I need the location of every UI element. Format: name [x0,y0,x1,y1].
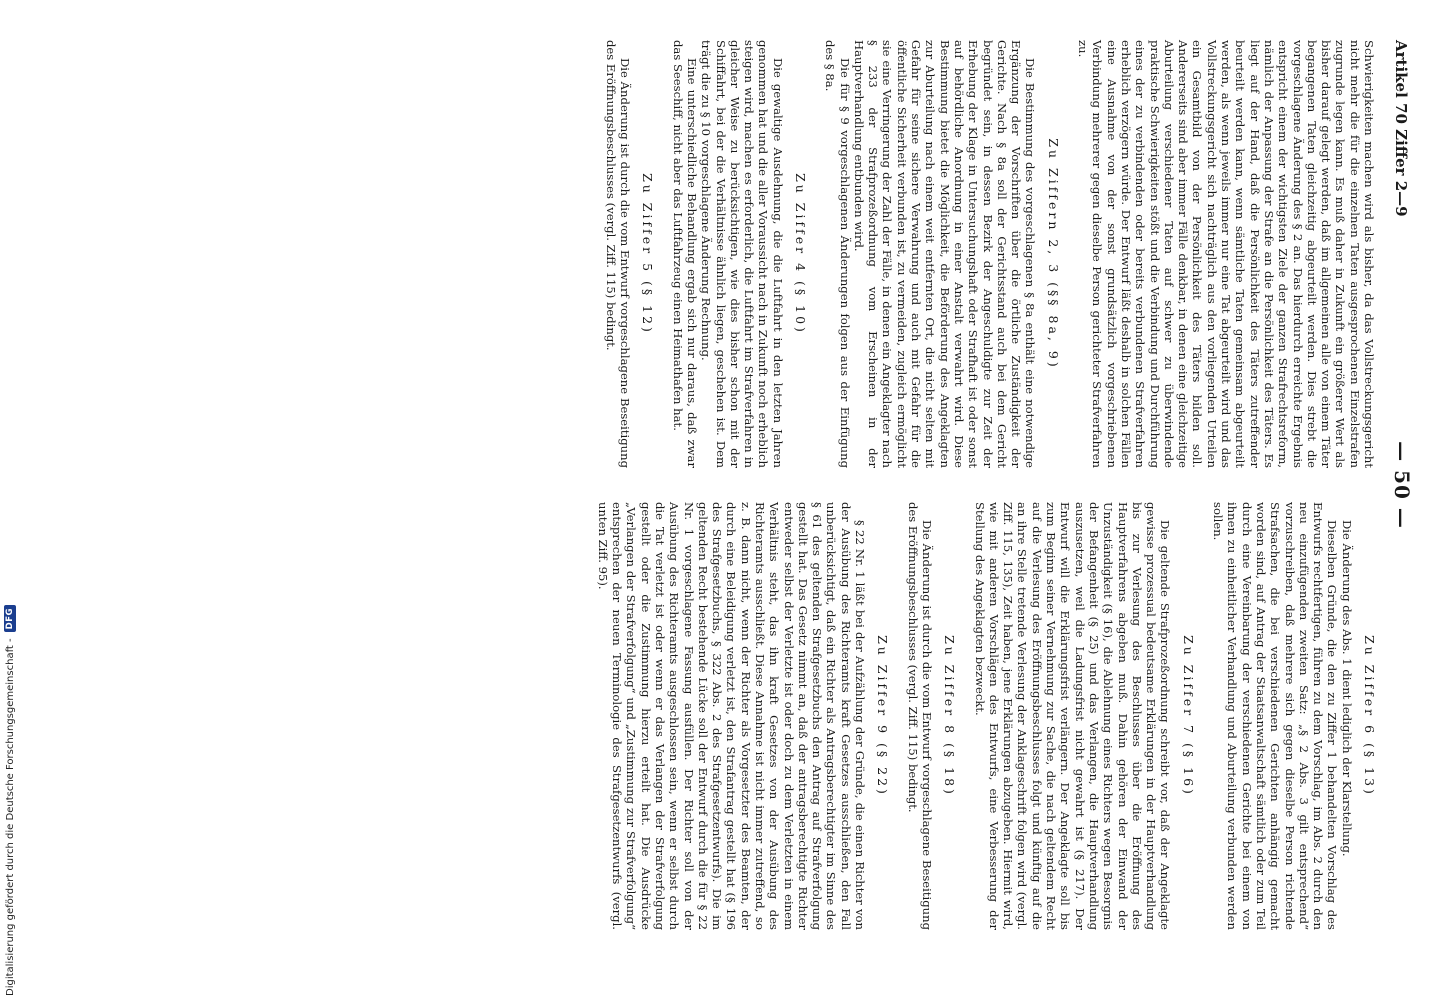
dfg-logo-icon: DFG [4,605,16,632]
paragraph: Die für § 9 vorgeschlagenen Änderungen folgen aus der Einfügung des § 8a. [823,40,852,468]
paragraph: Eine unterschiedliche Behandlung ergab sich nur daraus, daß zwar das Seeschiff, nicht aber das Luftfahrzeug einen Heimathafen hat. [670,40,699,468]
section-heading: Zu Ziffer 6 (§ 13) [1362,635,1377,797]
section-heading: Zu Ziffer 7 (§ 16) [1180,635,1196,797]
running-head-left: Artikel 70 Ziffer 2—9 [1392,40,1410,217]
paragraph: Die geltende Strafprozeßordnung schreibt vor, daß der Angeklagte gewisse prozessual bedeutsame Erklärungen in der Hauptverhandlung bis zur Verlesung des Beschlusses über die Eröffnung des Hauptverfahrens abgeben muß. Dahin gehören der Einwand der Unzuständigkeit (§ 16), die Ablehnung eines Richters wegen Besorgnis der Befangenheit (§ 25) und das Verlangen, die Hauptverhandlung auszusetzen, weil die Ladungsfrist nicht gewahrt ist (§ 217). Der Entwurf will die Erklärungsfrist verlängern. Der Angeklagte soll bis zum Beginn seiner Vernehmung zur Sache, die nach geltendem Recht auf die Verlesung des Eröffnungsbeschlusses folgt und künftig auf die an ihre Stelle tretende Verlesung der Anklageschrift folgen wird (vergl. Ziff. 115, 135), Zeit haben, jene Erklärungen abzugeben. Hiermit wird, wie mit anderen Vorschlägen des Entwurfs, eine Verbesserung der Stellung des Angeklagten bezweckt. [972,502,1173,930]
paragraph: § 22 Nr. 1 läßt bei der Aufzählung der Gründe, die einen Richter von der Ausübung des Richteramts kraft Gesetzes ausschließen, den Fall unberücksichtigt, daß ein Richter als Antragsberechtigter im Sinne des § 61 des geltenden Strafgesetzbuchs den Antrag auf Strafverfolgung gestellt hat. Das Gesetz nimmt an, daß der antragsberechtigte Richter entweder selbst der Verletzte ist oder doch zu dem Verletzten in einem Verhältnis steht, das ihn kraft Gesetzes von der Ausübung des Richteramts ausschließt. Diese Annahme ist nicht immer zutreffend, so z. B. dann nicht, wenn der Richter als Vorgesetzter des Beamten, der durch eine Beleidigung verletzt ist, den Strafantrag gestellt hat (§ 196 des Strafgesetzbuchs, § 322 Abs. 2 des Strafgesetzentwurfs). Die im geltenden Recht bestehende Lücke soll der Entwurf durch die für § 22 Nr. 1 vorgeschlagene Fassung ausfüllen. Der Richter soll von der Ausübung des Richteramts ausgeschlossen sein, wenn er selbst durch die Tat verletzt ist oder wenn er das Verlangen der Strafverfolgung gestellt oder die Zustimmung hierzu erteilt hat. Die Ausdrücke „Verlangen der Strafverfolgung“ und „Zustimmung zur Strafverfolgung“ entsprechen der neuen Terminologie des Strafgesetzentwurfs (vergl. unten Ziff. 95). [595,502,868,930]
section-heading: Zu Ziffer 9 (§ 22) [875,635,891,797]
paragraph: Die Änderung des Abs. 1 dient lediglich der Klarstellung. [1339,520,1354,857]
section-heading: Zu Ziffer 8 (§ 18) [942,635,958,797]
paragraph: Die Änderung ist durch die vom Entwurf vorgeschlagene Beseitigung des Eröffnungsbeschlusses (vergl. Ziff. 115) bedingt. [603,40,633,468]
left-column [595,40,1376,468]
paragraph: Die Bestimmung des vorgeschlagenen § 8a enthält eine notwendige Ergänzung der Vorschriften über die örtliche Zuständigkeit der Gerichte. Nach § 8a soll der Gerichtsstand auch bei dem Gericht begründet sein, in dessen Bezirk der Angeschuldigte zur Zeit der Erhebung der Klage in Untersuchungshaft oder Strafhaft ist oder sonst auf behördliche Anordnung in einer Anstalt verwahrt wird. Diese Bestimmung bietet die Möglichkeit, die Beförderung des Angeklagten zur Aburteilung nach einem weit entfernten Ort, die nicht selten mit Gefahr für seine sichere Verwahrung und auch mit Gefahr für die öffentliche Sicherheit verbunden ist, zu vermeiden, zugleich ermöglicht sie eine Verringerung der Zahl der Fälle, in denen ein Angeklagter nach § 233 der Strafprozeßordnung vom Erscheinen in der Hauptverhandlung entbunden wird. [851,40,1038,468]
page-number: — 50 — [1390,441,1414,529]
digitization-note [4,605,16,996]
paragraph: Dieselben Gründe, die den zu Ziffer 1 behandelten Vorschlag des Entwurfs rechtfertigen, führen zu dem Vorschlag, im Abs. 2 durch den neu einzufügenden zweiten Satz: „§ 2 Abs. 3 gilt entsprechend“ vorzuschreiben, daß mehrere sich gegen dieselbe Person richtende Strafsachen, die bei verschiedenen Gerichten anhängig gemacht worden sind, auf Antrag der Staatsanwaltschaft sämtlich oder zum Teil durch eine Vereinbarung der verschiedenen Gerichte bei einem von ihnen zu einheitlicher Verhandlung und Aburteilung verbunden werden sollen. [1211,502,1340,930]
digitization-note-text: Digitalisierung gefördert durch die Deutsche Forschungsgemeinschaft - [4,638,16,996]
running-head [1386,40,1416,930]
section-heading: Zu Ziffer 5 (§ 12) [640,173,656,335]
paragraph: Die Änderung ist durch die vom Entwurf vorgeschlagene Beseitigung des Eröffnungsbeschlusses (vergl. Ziff. 115) bedingt. [905,502,934,930]
right-column [595,502,1376,930]
text-columns [595,40,1376,930]
paragraph: Schwierigkeiten machen wird als bisher, da das Vollstreckungsgericht nicht mehr die für die einzelnen Taten ausgesprochenen Einzelstrafen zugrunde legen kann. Es muß daher in Zukunft ein größerer Wert als bisher darauf gelegt werden, daß im allgemeinen alle von einem Täter begangenen Taten gleichzeitig abgeurteilt werden. Dies strebt die vorgeschlagene Änderung des § 2 an. Das hierdurch erreichte Ergebnis entspricht einem der wichtigsten Ziele der ganzen Strafrechtsreform, nämlich der Anpassung der Strafe an die Persönlichkeit des Täters. Es liegt auf der Hand, daß die Persönlichkeit des Täters zutreffender beurteilt werden kann, wenn sämtliche Taten gemeinsam abgeurteilt werden, als wenn jeweils immer nur eine Tat abgeurteilt wird und das Vollstreckungsgericht sich nachträglich aus den vorliegenden Urteilen ein Gesamtbild von der Persönlichkeit des Täters bilden soll. Andererseits sind aber immer Fälle denkbar, in denen eine gleichzeitige Aburteilung verschiedener Taten auf schwer zu überwindende praktische Schwierigkeiten stößt und die Verbindung und Durchführung eines der zu verbindenden oder bereits verbundenen Strafverfahren erheblich verzögern würde. Der Entwurf läßt deshalb in solchen Fällen eine Ausnahme von der sonst grundsätzlich vorgeschriebenen Verbindung mehrerer gegen dieselbe Person gerichteter Strafverfahren zu. [1076,40,1376,468]
section-heading: Zu Ziffer 4 (§ 10) [793,173,809,335]
section-heading: Zu Ziffern 2, 3 (§§ 8a, 9) [1045,138,1061,370]
paragraph: Die gewaltige Ausdehnung, die die Luftfahrt in den letzten Jahren genommen hat und die aller Voraussicht nach in Zukunft noch erheblich steigen wird, machen es erforderlich, die Luftfahrt im Strafverfahren in gleicher Weise zu berücksichtigen, wie dies bisher schon mit der Schiffahrt, bei der die Verhältnisse ähnlich liegen, geschehen ist. Dem trägt die zu § 10 vorgeschlagene Änderung Rechnung. [699,40,785,468]
